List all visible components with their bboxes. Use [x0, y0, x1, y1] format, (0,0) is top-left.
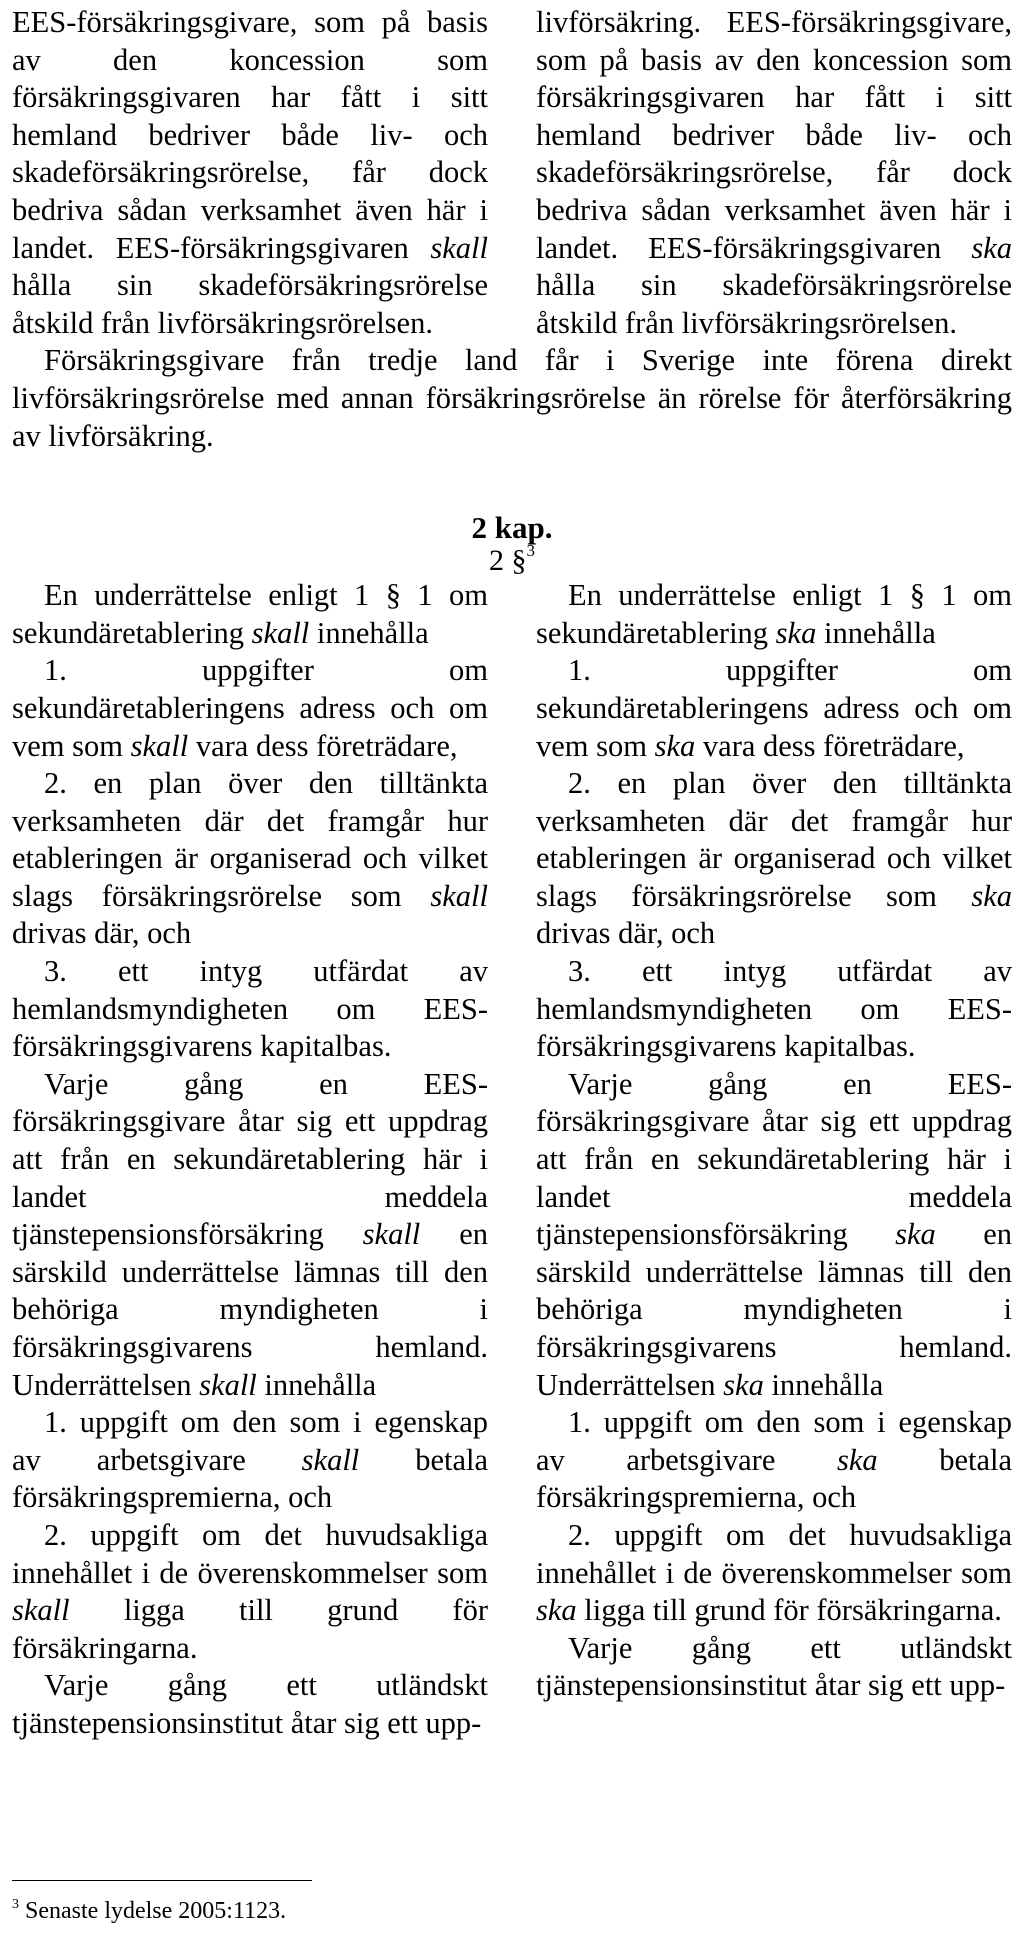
right-j2-modal: ska	[536, 1593, 577, 1628]
right-p2-b: en särskild underrättelse lämnas till den behöriga myndigheten i försäkringsgivarens hemland. Underrättelsen	[536, 1217, 1012, 1402]
right-column	[536, 577, 1012, 1742]
left-p2-a: Varje gång en EES-försäkringsgivare åtar sig ett uppdrag att från en sekundäretablering här i landet meddela tjänstepensionsförsäkring	[12, 1066, 488, 1252]
right-i1-modal: ska	[654, 728, 696, 763]
right-p1-a: En underrättelse enligt 1 § 1 om sekundäretablering	[536, 578, 1012, 650]
right-i1-a: 1. uppgifter om sekundäretableringens adress och om vem som	[536, 653, 1012, 763]
right-j1-a: 1. uppgift om den som i egenskap av arbetsgivare	[536, 1405, 1012, 1477]
top-right-column	[536, 4, 1012, 342]
document-page	[12, 4, 1012, 1743]
left-j2-modal: skall	[12, 1593, 70, 1628]
right-i2-modal: ska	[971, 878, 1013, 913]
section-heading	[12, 541, 1012, 578]
left-j1-b: betala försäkringspremierna, och	[12, 1442, 488, 1515]
right-sub-1	[536, 1404, 1012, 1517]
left-p3: Varje gång ett utländskt tjänstepensionsinstitut åtar sig ett upp-	[12, 1668, 488, 1740]
right-item-2	[536, 765, 1012, 953]
top-right-paragraph	[536, 4, 1012, 342]
right-p2-modal2: ska	[723, 1367, 764, 1402]
left-p2-b: en särskild underrättelse lämnas till den behöriga myndigheten i försäkringsgivarens hemland. Underrättelsen	[12, 1217, 488, 1402]
top-right-text-after: hålla sin skadeförsäkringsrörelse åtskild från livförsäkringsrörelsen.	[536, 268, 1012, 340]
left-j2-b: ligga till grund för försäkringarna.	[12, 1593, 488, 1665]
left-p1-modal: skall	[251, 615, 310, 650]
left-j1-a: 1. uppgift om den som i egenskap av arbetsgivare	[12, 1405, 488, 1477]
left-i1-b: vara dess företrädare,	[195, 728, 458, 763]
top-right-text: livförsäkring. EES-försäkringsgivare, som på basis av den koncession som försäkringsgivaren har fått i sitt hemland bedriver både liv- och skadeförsäkringsrörelse, får dock bedriva sådan verksamhet även här i landet. EES-försäkringsgivaren	[536, 5, 1012, 265]
right-item-1	[536, 652, 1012, 765]
right-item-3: 3. ett intyg utfärdat av hemlandsmyndigheten om EES-försäkringsgivarens kapitalbas.	[536, 954, 1012, 1064]
left-p2-modal2: skall	[199, 1367, 257, 1402]
right-i2-a: 2. en plan över den tilltänkta verksamheten där det framgår hur etableringen är organiserad och vilket slags försäkringsrörelse som	[536, 766, 1012, 913]
footnote-text: Senaste lydelse 2005:1123.	[25, 1898, 287, 1924]
right-p2-a: Varje gång en EES-försäkringsgivare åtar sig ett uppdrag att från en sekundäretablering här i landet meddela tjänstepensionsförsäkring	[536, 1066, 1012, 1252]
left-item-3: 3. ett intyg utfärdat av hemlandsmyndigheten om EES-försäkringsgivarens kapitalbas.	[12, 954, 488, 1064]
footnote-marker: 3	[12, 1897, 19, 1912]
right-sub-2	[536, 1517, 1012, 1630]
third-country-paragraph: Försäkringsgivare från tredje land får i Sverige inte förena direkt livförsäkringsrörelse med annan försäkringsrörelse än rörelse för återförsäkring av livförsäkring.	[12, 343, 1012, 453]
left-p1	[12, 577, 488, 652]
right-j2-b: ligga till grund för försäkringarna.	[584, 1593, 1002, 1628]
top-columns	[12, 4, 1012, 342]
top-left-modal: skall	[430, 230, 488, 265]
right-i1-b: vara dess företrädare,	[702, 728, 965, 763]
left-p2-c: innehålla	[264, 1367, 377, 1402]
top-left-column	[12, 4, 488, 342]
left-i1-modal: skall	[130, 728, 189, 763]
top-left-text-after: hålla sin skadeförsäkringsrörelse åtskild från livförsäkringsrörelsen.	[12, 268, 488, 340]
right-j1-modal: ska	[836, 1442, 878, 1477]
top-left-paragraph	[12, 4, 488, 342]
top-right-modal: ska	[971, 230, 1012, 265]
left-p2	[12, 1066, 488, 1404]
left-j2-a: 2. uppgift om det huvudsakliga innehållet i de överenskommelser som	[12, 1517, 488, 1590]
section-columns	[12, 577, 1012, 1742]
top-left-text: EES-försäkringsgivare, som på basis av den koncession som försäkringsgivaren har fått i sitt hemland bedriver både liv- och skadeförsäkringsrörelse, får dock bedriva sådan verksamhet även här i landet. EES-försäkringsgivaren	[12, 5, 488, 265]
left-item-1	[12, 652, 488, 765]
left-p1-b: innehålla	[316, 615, 429, 650]
left-i2-a: 2. en plan över den tilltänkta verksamheten där det framgår hur etableringen är organiserad och vilket slags försäkringsrörelse som	[12, 766, 488, 913]
left-i2-modal: skall	[430, 878, 488, 913]
right-p2-c: innehålla	[771, 1367, 884, 1402]
left-i1-a: 1. uppgifter om sekundäretableringens adress och om vem som	[12, 653, 488, 763]
left-column	[12, 577, 488, 1742]
right-j2-a: 2. uppgift om det huvudsakliga innehållet i de överenskommelser som	[536, 1517, 1012, 1590]
left-p1-a: En underrättelse enligt 1 § 1 om sekundäretablering	[12, 578, 488, 650]
right-p1-modal: ska	[775, 615, 817, 650]
left-sub-2	[12, 1517, 488, 1667]
section-footnote-ref: 3	[526, 541, 535, 561]
left-sub-1	[12, 1404, 488, 1517]
right-p1-b: innehålla	[823, 615, 936, 650]
right-p2-modal: ska	[895, 1217, 936, 1252]
left-item-2	[12, 765, 488, 953]
right-j1-b: betala försäkringspremierna, och	[536, 1442, 1012, 1515]
chapter-heading: 2 kap.	[471, 510, 553, 546]
left-i2-b: drivas där, och	[12, 916, 192, 951]
right-p1	[536, 577, 1012, 652]
section-heading-text: 2 §	[489, 544, 527, 578]
footnote	[12, 1896, 286, 1926]
footnote-divider	[12, 1880, 312, 1881]
left-p2-modal: skall	[362, 1217, 421, 1252]
right-p2	[536, 1066, 1012, 1404]
left-j1-modal: skall	[301, 1442, 360, 1477]
right-i2-b: drivas där, och	[536, 916, 716, 951]
right-p3: Varje gång ett utländskt tjänstepensionsinstitut åtar sig ett upp-	[536, 1630, 1012, 1703]
